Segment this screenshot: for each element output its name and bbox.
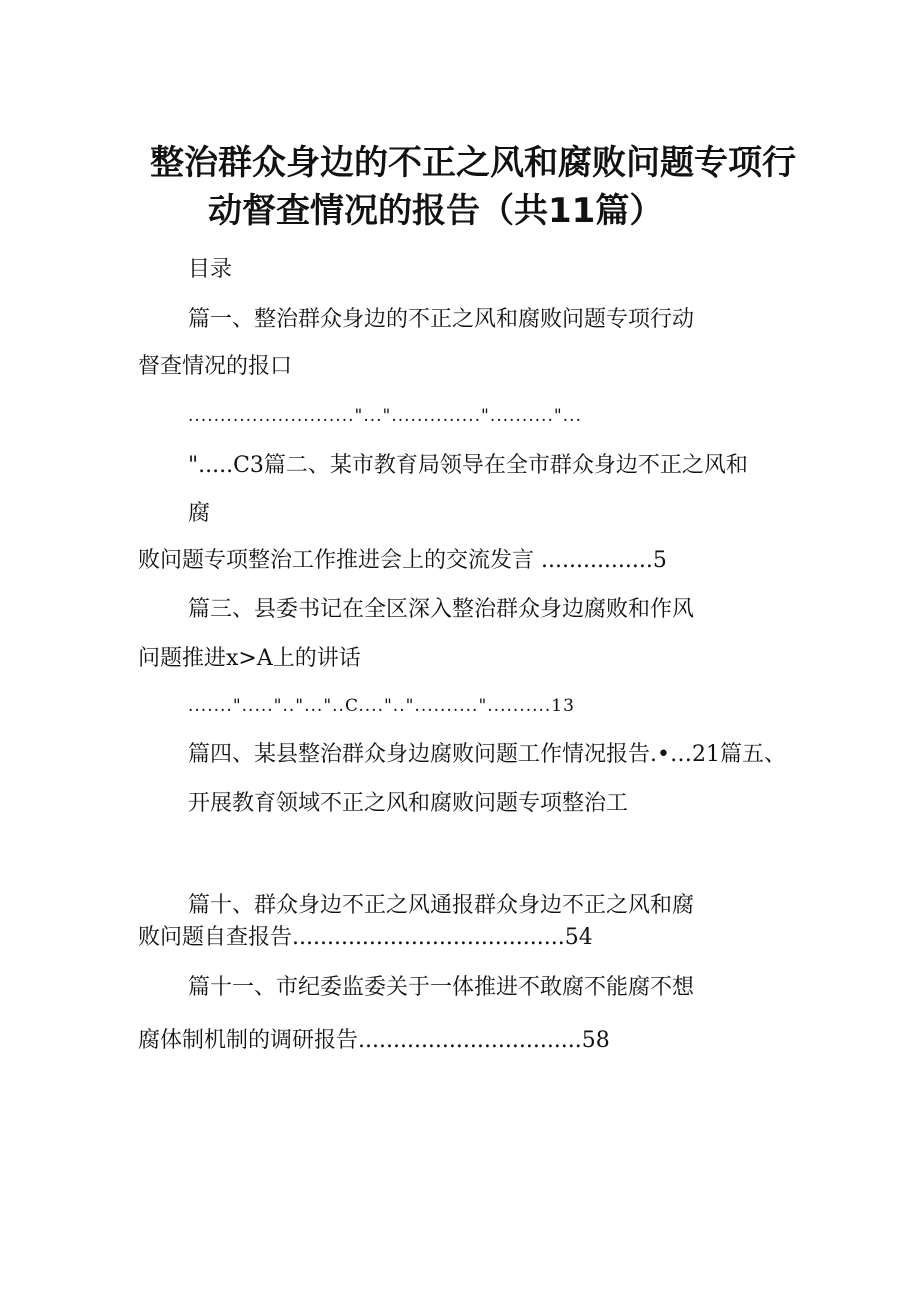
toc-entry-4-line-1: 篇四、某县整治群众身边腐败问题工作情况报告.•…21篇五、 bbox=[188, 742, 786, 767]
toc-entry-3-line-2: 问题推进x>A上的讲话 bbox=[138, 646, 361, 671]
toc-entry-10-line-1: 篇十、群众身边不正之风通报群众身边不正之风和腐 bbox=[188, 893, 695, 918]
toc-entry-11-line-1: 篇十一、市纪委监委关于一体推进不敢腐不能腐不想 bbox=[188, 975, 695, 1000]
document-title-line-1: 整治群众身边的不正之风和腐败问题专项行 bbox=[150, 143, 796, 183]
toc-leader-line-1: .........................."..."..............".........."... bbox=[188, 406, 582, 426]
document-title-line-2: 动督查情况的报告（共11篇） bbox=[208, 191, 664, 231]
toc-entry-2-line-2: 腐 bbox=[188, 501, 211, 526]
toc-entry-1-line-1: 篇一、整治群众身边的不正之风和腐败问题专项行动 bbox=[188, 307, 695, 332]
toc-entry-11-line-2: 腐体制机制的调研报告................................58 bbox=[138, 1028, 610, 1053]
toc-entry-5-line-1: 开展教育领域不正之风和腐败问题专项整治工 bbox=[188, 791, 629, 816]
toc-entry-2-line-1: ".....C3篇二、某市教育局领导在全市群众身边不正之风和 bbox=[188, 453, 748, 478]
toc-entry-1-line-2: 督查情况的报口 bbox=[138, 354, 293, 379]
toc-entry-2-line-3: 败问题专项整治工作推进会上的交流发言 ................5 bbox=[138, 548, 667, 573]
toc-heading: 目录 bbox=[188, 257, 233, 282]
toc-entry-10-line-2: 败问题自查报告.......................................54 bbox=[138, 925, 593, 950]
toc-leader-line-3: .......".....".."..."..C...."..".........."..........13 bbox=[188, 696, 575, 716]
toc-entry-3-line-1: 篇三、县委书记在全区深入整治群众身边腐败和作风 bbox=[188, 597, 695, 622]
